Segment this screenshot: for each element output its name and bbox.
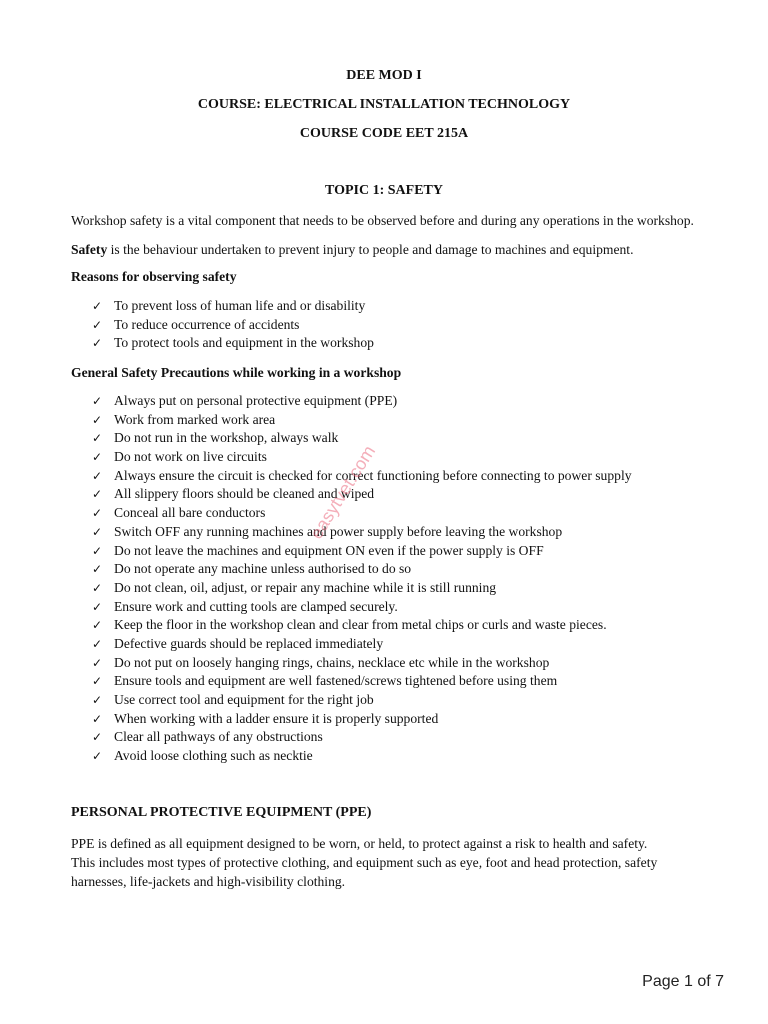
checkmark-icon: ✓: [92, 711, 103, 726]
precaution-item: [92, 467, 732, 486]
checkmark-icon: ✓: [92, 618, 103, 633]
list-item-text: Keep the floor in the workshop clean and clear from metal chips or curls and waste pieces.: [114, 617, 607, 633]
checkmark-icon: ✓: [92, 580, 103, 595]
precaution-item: [92, 672, 732, 691]
checkmark-icon: ✓: [92, 524, 103, 539]
checkmark-icon: ✓: [92, 450, 103, 465]
checkmark-icon: ✓: [92, 693, 103, 707]
ppe-line-2: This includes most types of protective clothing, and equipment such as eye, foot and head protection, safety: [71, 855, 658, 870]
checkmark-icon: ✓: [92, 636, 103, 651]
precaution-item: [92, 542, 732, 561]
page-number: Page 1 of 7: [642, 973, 724, 990]
course-heading: COURSE: ELECTRICAL INSTALLATION TECHNOLOGY: [197, 97, 571, 112]
precaution-item: [92, 654, 732, 673]
checkmark-icon: ✓: [92, 655, 103, 670]
list-item-text: Clear all pathways of any obstructions: [114, 729, 323, 745]
list-item-text: Do not run in the workshop, always walk: [114, 430, 339, 446]
reason-item: [92, 334, 732, 353]
precaution-item: [92, 691, 732, 710]
watermark-logo: easytvet.com: [306, 441, 380, 543]
topic-title: TOPIC 1: SAFETY: [325, 183, 443, 198]
module-heading: DEE MOD I: [346, 68, 422, 83]
precaution-item: [92, 728, 732, 747]
checkmark-icon: ✓: [92, 599, 103, 614]
precaution-item: [92, 710, 732, 729]
definition-term: Safety: [71, 242, 108, 257]
precaution-item: [92, 635, 732, 654]
precaution-item: [92, 747, 732, 766]
precaution-item: [92, 429, 732, 448]
precaution-item: [92, 523, 732, 542]
list-item-text: Work from marked work area: [114, 411, 276, 427]
ppe-line-1: PPE is defined as all equipment designed to be worn, or held, to protect against a risk to health and safety.: [71, 836, 648, 851]
checkmark-icon: ✓: [92, 468, 103, 483]
intro-paragraph: Workshop safety is a vital component that needs to be observed before and during any operations in the workshop.: [71, 213, 694, 228]
checkmark-icon: ✓: [92, 394, 103, 408]
checkmark-icon: ✓: [92, 336, 103, 351]
checkmark-icon: ✓: [92, 412, 103, 427]
precaution-item: [92, 504, 732, 523]
list-item-text: Conceal all bare conductors: [114, 505, 266, 521]
checkmark-icon: ✓: [92, 730, 103, 745]
course-code-heading: COURSE CODE EET 215A: [299, 126, 469, 141]
safety-definition: [71, 240, 731, 259]
list-item-text: Do not put on loosely hanging rings, chains, necklace etc while in the workshop: [114, 654, 550, 670]
list-item-text: When working with a ladder ensure it is properly supported: [114, 710, 439, 726]
list-item-text: Avoid loose clothing such as necktie: [114, 748, 313, 764]
checkmark-icon: ✓: [92, 299, 103, 313]
list-item-text: Always ensure the circuit is checked for correct functioning before connecting to power supply: [114, 467, 632, 483]
list-item-text: Defective guards should be replaced immediately: [114, 635, 384, 651]
precaution-item: [92, 598, 732, 617]
list-item-text: To prevent loss of human life and or disability: [114, 298, 366, 313]
precautions-title: General Safety Precautions while working in a workshop: [71, 365, 402, 380]
list-item-text: Always put on personal protective equipment (PPE): [114, 393, 398, 408]
precaution-item: [92, 579, 732, 598]
precaution-item: [92, 616, 732, 635]
definition-text: is the behaviour undertaken to prevent injury to people and damage to machines and equipment.: [107, 242, 634, 257]
checkmark-icon: ✓: [92, 431, 103, 446]
precaution-item: [92, 560, 732, 579]
checkmark-icon: ✓: [92, 487, 103, 502]
checkmark-icon: ✓: [92, 543, 103, 558]
list-item-text: Do not leave the machines and equipment ON even if the power supply is OFF: [114, 542, 544, 558]
list-item-text: Do not work on live circuits: [114, 449, 267, 465]
list-item-text: To reduce occurrence of accidents: [114, 316, 300, 332]
list-item-text: Ensure work and cutting tools are clamped securely.: [114, 598, 398, 614]
checkmark-icon: ✓: [92, 749, 103, 764]
checkmark-icon: ✓: [92, 317, 103, 332]
list-item-text: To protect tools and equipment in the workshop: [114, 335, 374, 351]
checkmark-icon: ✓: [92, 674, 103, 689]
list-item-text: Ensure tools and equipment are well fastened/screws tightened before using them: [114, 673, 558, 689]
reason-item: [92, 297, 732, 316]
list-item-text: Do not operate any machine unless authorised to do so: [114, 561, 412, 577]
ppe-title: PERSONAL PROTECTIVE EQUIPMENT (PPE): [71, 805, 372, 820]
reasons-title: Reasons for observing safety: [71, 269, 237, 284]
precautions-list: [92, 392, 732, 766]
precaution-item: [92, 411, 732, 430]
list-item-text: Switch OFF any running machines and power supply before leaving the workshop: [114, 523, 563, 539]
ppe-line-3: harnesses, life-jackets and high-visibility clothing.: [71, 874, 346, 889]
precaution-item: [92, 485, 732, 504]
precaution-item: [92, 448, 732, 467]
reason-item: [92, 316, 732, 335]
list-item-text: All slippery floors should be cleaned and wiped: [114, 486, 375, 502]
precaution-item: [92, 392, 732, 411]
list-item-text: Do not clean, oil, adjust, or repair any machine while it is still running: [114, 579, 497, 595]
list-item-text: Use correct tool and equipment for the right job: [114, 692, 374, 707]
checkmark-icon: ✓: [92, 506, 103, 521]
reasons-list: [92, 297, 732, 353]
checkmark-icon: ✓: [92, 562, 103, 577]
